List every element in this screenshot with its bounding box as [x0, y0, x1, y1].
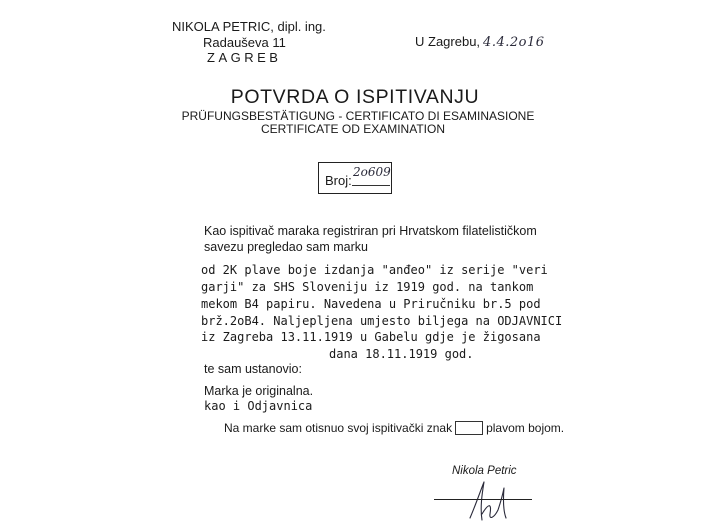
stamp-description-line-5: iz Zagreba 13.11.1919 u Gabelu gdje je žigosana — [201, 330, 541, 344]
intro-line-1: Kao ispitivač maraka registriran pri Hrvatskom filatelističkom — [204, 224, 537, 238]
certificate-number-value: 2o609 — [353, 165, 391, 179]
examiner-mark-text-after: plavom bojom. — [486, 421, 565, 435]
signature-name: Nikola Petric — [452, 465, 517, 477]
findings-intro: te sam ustanovio: — [204, 362, 302, 376]
handwritten-date: 4.4.2o16 — [483, 35, 545, 50]
sender-street: Radauševa 11 — [203, 35, 286, 50]
stamp-description-line-1: od 2K plave boje izdanja "anđeo" iz serije "veri — [201, 263, 548, 277]
document-subtitle-1: PRÜFUNGSBESTÄTIGUNG - CERTIFICATO DI ESAMINASIONE — [181, 109, 535, 123]
document-title: POTVRDA O ISPITIVANJU — [230, 86, 480, 108]
place-label: U Zagrebu, — [415, 34, 481, 49]
stamp-description-line-6: dana 18.11.1919 god. — [329, 347, 474, 361]
finding-original-2: kao i Odjavnica — [204, 399, 313, 413]
stamp-description-line-2: garji" za SHS Sloveniju iz 1919 god. na tankom — [201, 280, 534, 294]
sender-name: NIKOLA PETRIC, dipl. ing. — [172, 19, 326, 34]
document-subtitle-2: CERTIFICATE OD EXAMINATION — [260, 122, 445, 136]
stamp-description-line-4: brž.2oB4. Naljepljena umjesto biljega na ODJAVNICI — [201, 314, 563, 328]
intro-line-2: savezu pregledao sam marku — [204, 240, 368, 254]
examiner-mark-stamp-icon — [455, 421, 483, 435]
examiner-mark-statement — [224, 421, 564, 436]
signature-line — [434, 499, 532, 500]
certificate-number-label: Broj: — [325, 173, 352, 188]
examiner-mark-text-before: Na marke sam otisnuo svoj ispitivački znak — [224, 421, 453, 435]
certificate-number-underline — [352, 185, 390, 186]
sender-city: ZAGREB — [207, 50, 282, 65]
stamp-description-line-3: mekom B4 papiru. Navedena u Priručniku br.5 pod — [201, 297, 541, 311]
finding-original: Marka je originalna. — [204, 384, 314, 398]
place-date — [415, 34, 545, 50]
